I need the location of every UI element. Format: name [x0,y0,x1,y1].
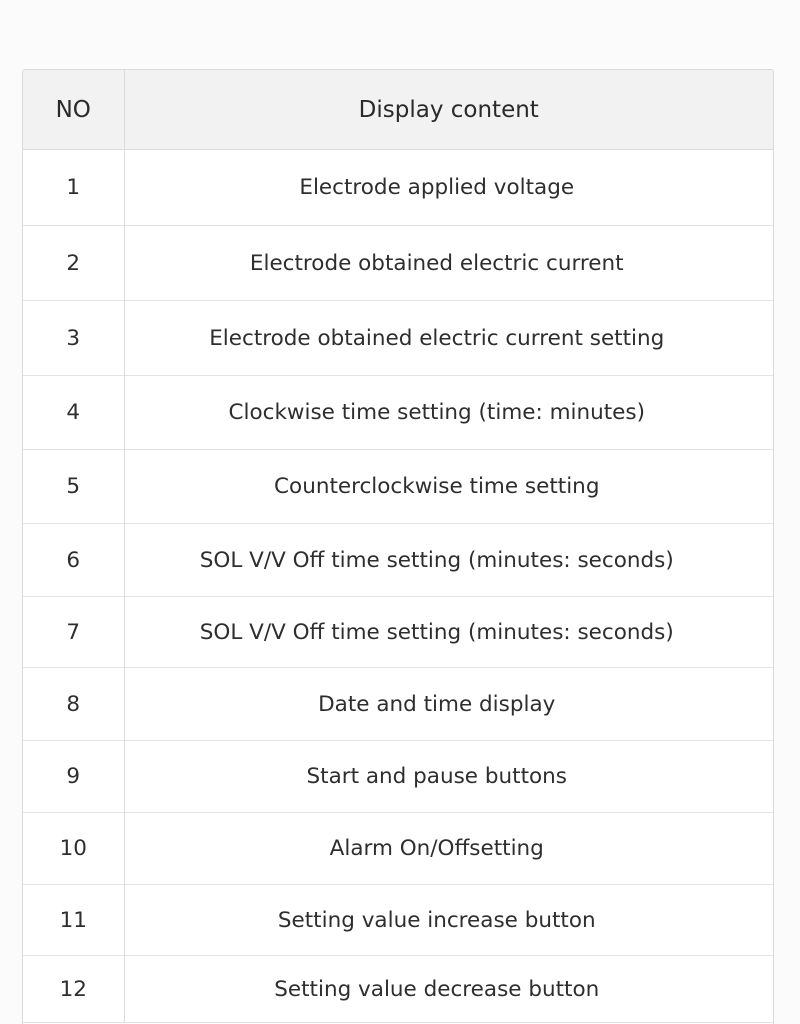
row-content: Setting value increase button [277,907,596,933]
row-number: 10 [23,813,124,885]
table-row [23,813,773,885]
row-content: Setting value decrease button [274,976,600,1002]
table-row [23,450,773,524]
row-content: Electrode applied voltage [299,175,575,200]
row-number: 5 [23,450,124,524]
row-content: Clockwise time setting (time: minutes) [228,400,645,425]
display-content-table [22,69,774,1024]
table-row [23,301,773,376]
table-body [23,150,773,1023]
row-content: Start and pause buttons [306,764,567,789]
row-number: 4 [23,376,124,450]
row-number: 2 [23,226,124,301]
table-row [23,741,773,813]
row-number: 9 [23,741,124,813]
row-number: 12 [23,956,124,1023]
row-content: Electrode obtained electric current setting [209,325,665,351]
row-number: 7 [23,597,124,668]
table-row [23,150,773,226]
table-header [23,70,773,150]
table [23,70,773,1023]
row-number: 8 [23,668,124,741]
row-content: Date and time display [318,691,556,717]
table-row [23,524,773,597]
row-content: Counterclockwise time setting [274,474,600,499]
table-row [23,885,773,956]
table-row [23,597,773,668]
row-number: 3 [23,301,124,376]
row-content: SOL V/V Off time setting (minutes: seconds) [199,619,674,645]
row-number: 6 [23,524,124,597]
table-row [23,956,773,1023]
column-header-no: NO [23,70,124,150]
table-row [23,376,773,450]
row-number: 1 [23,150,124,226]
row-number: 11 [23,885,124,956]
column-header-display-content: Display content [124,70,773,150]
header-row [23,70,773,150]
table-row [23,668,773,741]
row-content: Electrode obtained electric current [249,250,624,276]
table-row [23,226,773,301]
row-content: Alarm On/Offsetting [329,836,544,861]
row-content: SOL V/V Off time setting (minutes: seconds) [199,547,674,573]
